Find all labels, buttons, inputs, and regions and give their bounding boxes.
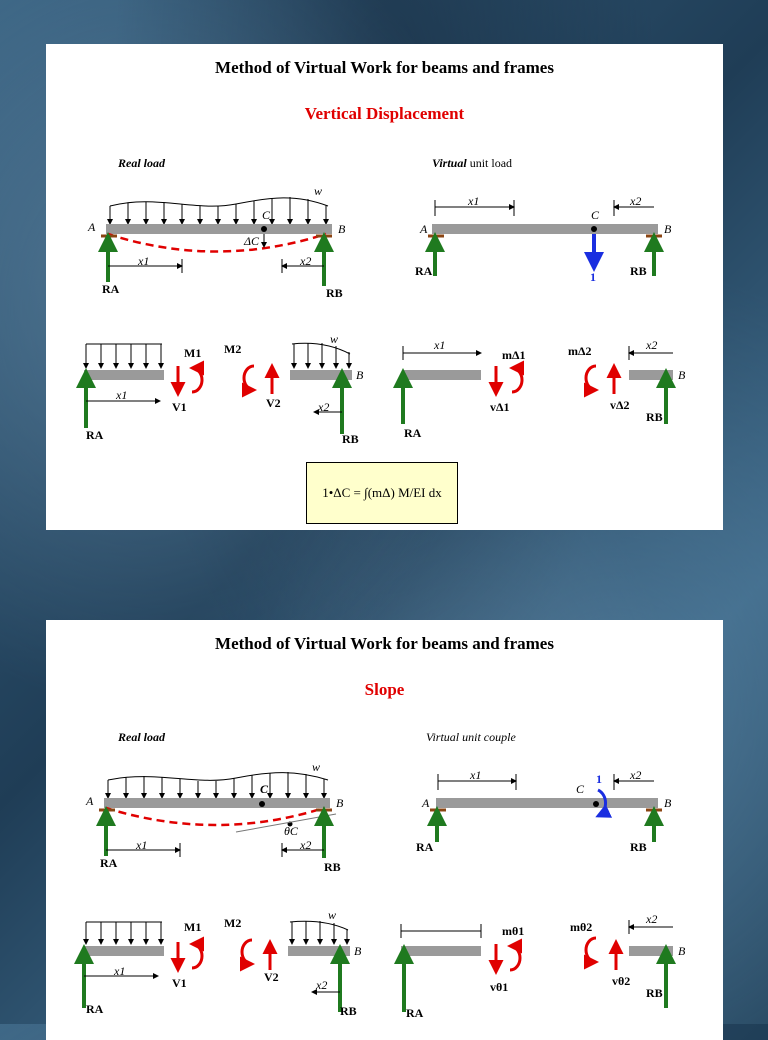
- label-v1: V1: [172, 976, 187, 990]
- label-x2-vfb: x2: [646, 338, 658, 352]
- label-x1-fb: x1: [116, 388, 128, 402]
- virtual-load-label: Virtual unit load: [432, 156, 513, 170]
- label-c-virtual: C: [576, 782, 585, 796]
- label-x2-virtual: x2: [630, 194, 642, 208]
- label-m2: M2: [224, 916, 242, 930]
- virtual-couple-label: Virtual unit couple: [426, 730, 516, 744]
- label-m-delta1: mΔ1: [502, 348, 526, 362]
- label-rb: RB: [324, 860, 341, 874]
- label-b-vfb: B: [678, 368, 686, 382]
- label-v-delta2: vΔ2: [610, 398, 630, 412]
- slide2-diagrams: [46, 620, 723, 1024]
- slide-subtitle: Vertical Displacement: [304, 104, 465, 123]
- label-x2-virtual: x2: [630, 768, 642, 782]
- label-x2-fb: x2: [318, 400, 330, 414]
- label-b-fb: B: [354, 944, 362, 958]
- slide-title: Method of Virtual Work for beams and frames: [215, 58, 554, 77]
- label-x1-vfb: x1: [434, 338, 446, 352]
- label-v1: V1: [172, 400, 187, 414]
- label-m-theta1: mθ1: [502, 924, 525, 938]
- label-m-theta2: mθ2: [570, 920, 593, 934]
- label-w-fb: w: [328, 908, 337, 922]
- virtual-couple-beam-diagram: [430, 774, 662, 842]
- label-rb-vfb: RB: [646, 986, 663, 1000]
- label-x2-fb: x2: [316, 978, 328, 992]
- virtual-load-beam-diagram: [428, 200, 662, 276]
- label-ra: RA: [102, 282, 120, 296]
- label-w: w: [314, 184, 323, 198]
- label-c-virtual: C: [591, 208, 600, 222]
- label-x1-virtual: x1: [468, 194, 480, 208]
- label-v2: V2: [266, 396, 281, 410]
- label-b-fb: B: [356, 368, 364, 382]
- label-b: B: [336, 796, 344, 810]
- label-b-virtual: B: [664, 222, 672, 236]
- label-m2: M2: [224, 342, 242, 356]
- label-c: C: [262, 208, 271, 222]
- label-a: A: [86, 794, 94, 808]
- label-v-delta1: vΔ1: [490, 400, 510, 414]
- label-theta-c: θC: [284, 824, 298, 838]
- slide-slope: [46, 620, 723, 1040]
- label-a: A: [88, 220, 96, 234]
- real-load-label: Real load: [118, 156, 165, 170]
- slide-subtitle: Slope: [364, 680, 405, 699]
- label-x1: x1: [136, 838, 148, 852]
- label-b-vfb: B: [678, 944, 686, 958]
- label-w: w: [312, 760, 321, 774]
- label-m-delta2: mΔ2: [568, 344, 592, 358]
- label-ra-virtual: RA: [416, 840, 434, 854]
- label-x1: x1: [138, 254, 150, 268]
- label-ra-vfb: RA: [406, 1006, 424, 1020]
- label-b-virtual: B: [664, 796, 672, 810]
- label-b: B: [338, 222, 346, 236]
- label-delta-c: ΔC: [244, 234, 260, 248]
- label-rb: RB: [326, 286, 343, 300]
- label-rb-fb: RB: [342, 432, 359, 446]
- label-v2: V2: [264, 970, 279, 984]
- label-x2-vfb: x2: [646, 912, 658, 926]
- label-x1-fb: x1: [114, 964, 126, 978]
- label-v-theta1: vθ1: [490, 980, 509, 994]
- label-rb-virtual: RB: [630, 840, 647, 854]
- label-rb-vfb: RB: [646, 410, 663, 424]
- real-load-free-body-right: [242, 921, 350, 1012]
- label-unit-load: 1: [590, 270, 596, 284]
- label-a-virtual: A: [420, 222, 428, 236]
- label-ra-fb: RA: [86, 1002, 104, 1016]
- label-c: C: [260, 782, 269, 796]
- slide-vertical-displacement: [46, 44, 723, 530]
- label-rb-virtual: RB: [630, 264, 647, 278]
- label-v-theta2: vθ2: [612, 974, 631, 988]
- label-ra: RA: [100, 856, 118, 870]
- label-m1: M1: [184, 346, 202, 360]
- label-x2: x2: [300, 254, 312, 268]
- label-unit-couple: 1: [596, 772, 602, 786]
- label-ra-vfb: RA: [404, 426, 422, 440]
- label-w-fb: w: [330, 332, 339, 346]
- label-x1-virtual: x1: [470, 768, 482, 782]
- virtual-work-formula: 1•ΔC = ∫(mΔ) M/EI dx: [306, 462, 458, 524]
- label-ra-virtual: RA: [415, 264, 433, 278]
- label-rb-fb: RB: [340, 1004, 357, 1018]
- real-load-label: Real load: [118, 730, 165, 744]
- label-ra-fb: RA: [86, 428, 104, 442]
- slide1-diagrams: [46, 44, 723, 530]
- label-x2: x2: [300, 838, 312, 852]
- label-a-virtual: A: [422, 796, 430, 810]
- real-load-free-body-right: [244, 343, 352, 434]
- label-m1: M1: [184, 920, 202, 934]
- slide-title: Method of Virtual Work for beams and frames: [215, 634, 554, 653]
- real-load-beam-diagram: [101, 197, 332, 286]
